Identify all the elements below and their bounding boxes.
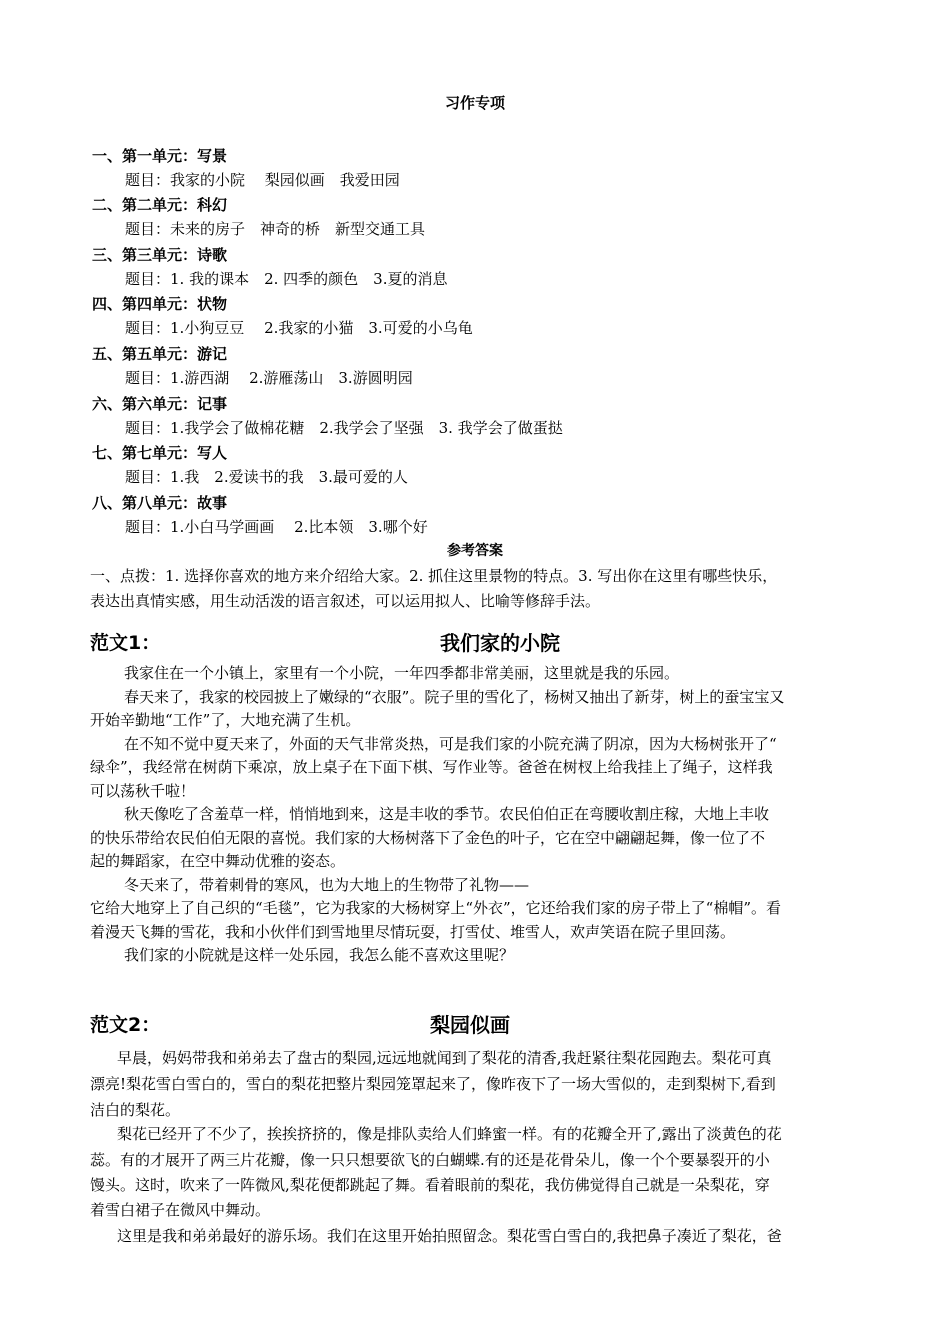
essay-1-line: 春天来了，我家的校园披上了嫩绿的“衣服”。院子里的雪化了，杨树又抽出了新芽，树上的蚕宝宝又 [124,688,785,706]
essay-1-line: 我家住在一个小镇上，家里有一个小院，一年四季都非常美丽，这里就是我的乐园。 [124,664,680,682]
unit-1-heading: 一、第一单元：写景 [92,147,228,165]
essay-2-line: 着雪白裙子在微风中舞动。 [90,1201,271,1219]
essay-2-line: 梨花已经开了不少了，挨挨挤挤的，像是排队卖给人们蜂蜜一样。有的花瓣全开了,露出了淡黄色的花 [117,1125,782,1143]
unit-4-heading: 四、第四单元：状物 [92,295,228,313]
essay-1-line: 它给大地穿上了自己织的“毛毯”，它为我家的大杨树穿上“外衣”，它还给我们家的房子带上了“棉帽”。看 [90,899,782,917]
essay-1-line: 可以荡秋千啦！ [90,782,196,800]
essay-2-title: 梨园似画 [430,1013,510,1037]
unit-7-topics: 题目：1.我 2.爱读书的我 3.最可爱的人 [125,468,408,486]
unit-3-heading: 三、第三单元：诗歌 [92,246,228,264]
essay-2-line: 漂亮!梨花雪白雪白的，雪白的梨花把整片梨园笼罩起来了，像昨夜下了一场大雪似的，走到梨树下,看到 [90,1075,776,1093]
unit-1-topics: 题目：我家的小院 梨园似画 我爱田园 [125,171,400,189]
essay-1-line: 的快乐带给农民伯伯无限的喜悦。我们家的大杨树落下了金色的叶子，它在空中翩翩起舞，像一位了不 [90,829,766,847]
essay-1-label: 范文1： [90,632,161,654]
essay-2-line: 洁白的梨花。 [90,1101,181,1119]
essay-2-label: 范文2： [90,1014,161,1036]
unit-2-topics: 题目：未来的房子 神奇的桥 新型交通工具 [125,220,426,238]
document-title: 习作专项 [444,94,505,112]
essay-1-line: 秋天像吃了含羞草一样，悄悄地到来，这是丰收的季节。农民伯伯正在弯腰收割庄稼，大地上丰收 [124,805,770,823]
unit-5-heading: 五、第五单元：游记 [92,345,228,363]
unit-5-topics: 题目：1.游西湖 2.游雁荡山 3.游圆明园 [125,369,413,387]
essay-1-line: 开始辛勤地“工作”了，大地充满了生机。 [90,711,361,729]
essay-1-line: 冬天来了，带着刺骨的寒风，也为大地上的生物带了礼物—— [124,876,530,894]
answer-title: 参考答案 [447,543,503,559]
unit-8-topics: 题目：1.小白马学画画 2.比本领 3.哪个好 [125,518,428,536]
essay-1-line: 着漫天飞舞的雪花，我和小伙伴们到雪地里尽情玩耍，打雪仗、堆雪人，欢声笑语在院子里回荡。 [90,923,736,941]
tip-line-2: 表达出真情实感，用生动活泼的语言叙述，可以运用拟人、比喻等修辞手法。 [90,592,601,610]
essay-2-line: 这里是我和弟弟最好的游乐场。我们在这里开始拍照留念。梨花雪白雪白的,我把鼻子凑近了梨花，爸 [117,1227,782,1245]
essay-2-line: 早晨，妈妈带我和弟弟去了盘古的梨园,远远地就闻到了梨花的清香,我赶紧往梨花园跑去。梨花可真 [117,1049,772,1067]
unit-6-heading: 六、第六单元：记事 [92,395,228,413]
essay-1-title: 我们家的小院 [440,631,560,655]
essay-1-line: 在不知不觉中夏天来了，外面的天气非常炎热，可是我们家的小院充满了阴凉，因为大杨树张开了“ [124,735,777,753]
tip-line-1: 一、点拨：1. 选择你喜欢的地方来介绍给大家。2. 抓住这里景物的特点。3. 写出你在这里有哪些快乐， [90,567,778,585]
essay-2-line: 蕊。有的才展开了两三片花瓣，像一只只想要欲飞的白蝴蝶.有的还是花骨朵儿，像一个个要暴裂开的小 [90,1151,770,1169]
essay-1-line: 我们家的小院就是这样一处乐园，我怎么能不喜欢这里呢？ [124,946,515,964]
essay-1-line: 绿伞”，我经常在树荫下乘凉，放上桌子在下面下棋、写作业等。爸爸在树杈上给我挂上了绳子，这样我 [90,758,773,776]
unit-8-heading: 八、第八单元：故事 [92,494,228,512]
unit-6-topics: 题目：1.我学会了做棉花糖 2.我学会了坚强 3. 我学会了做蛋挞 [125,419,563,437]
unit-7-heading: 七、第七单元：写人 [92,444,228,462]
unit-4-topics: 题目：1.小狗豆豆 2.我家的小猫 3.可爱的小乌龟 [125,319,473,337]
unit-2-heading: 二、第二单元：科幻 [92,196,228,214]
unit-3-topics: 题目：1. 我的课本 2. 四季的颜色 3.夏的消息 [125,270,448,288]
essay-1-line: 起的舞蹈家，在空中舞动优雅的姿态。 [90,852,346,870]
essay-2-line: 馒头。这时，吹来了一阵微风,梨花便都跳起了舞。看着眼前的梨花，我仿佛觉得自己就是一朵梨花，穿 [90,1176,770,1194]
